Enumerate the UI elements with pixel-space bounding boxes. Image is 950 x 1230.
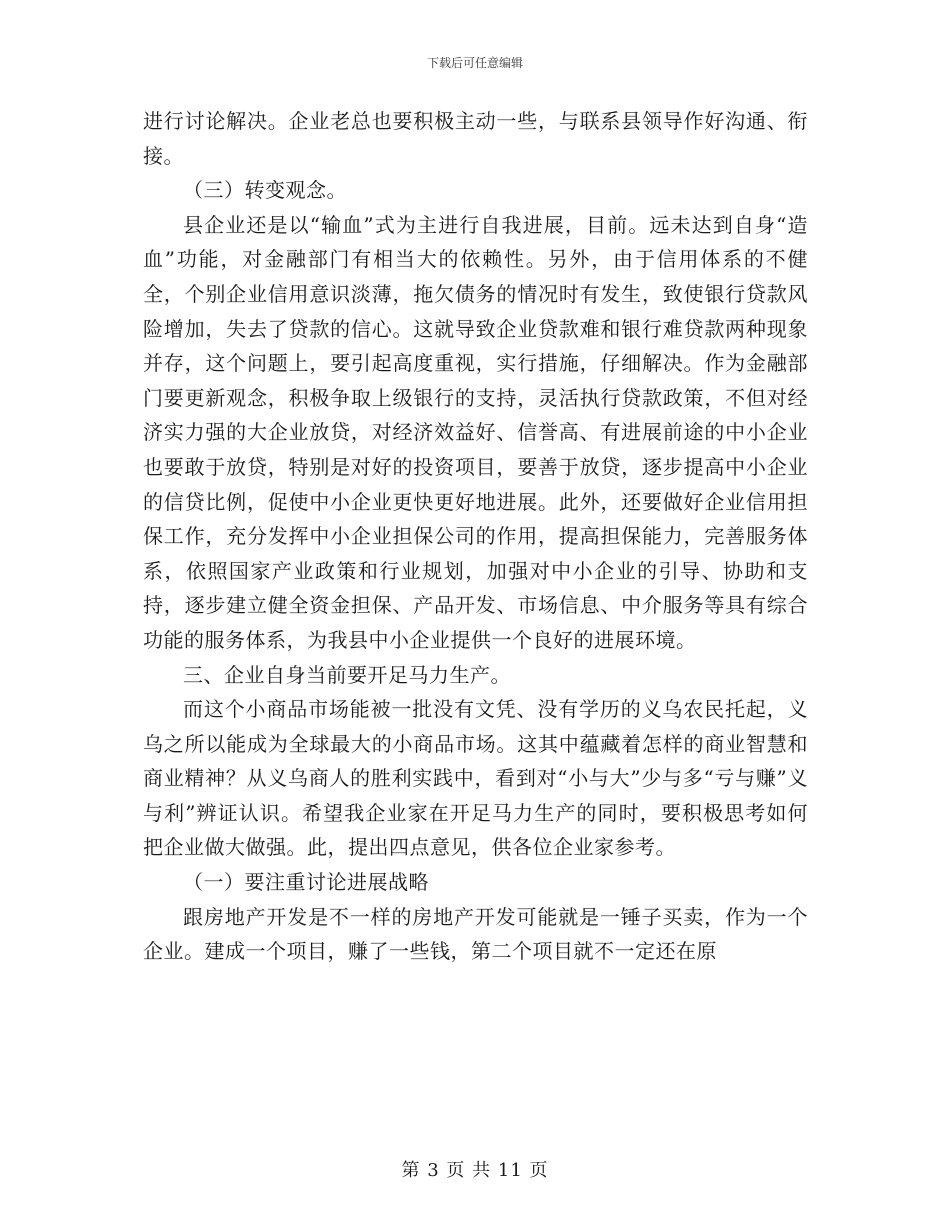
header-note: 下载后可任意编辑	[426, 56, 523, 70]
footer-suffix: 页	[529, 1160, 549, 1181]
current-page-number: 3	[427, 1160, 440, 1181]
section-heading: （三）转变观念。	[183, 178, 347, 203]
paragraph: 而这个小商品市场能被一批没有文凭、没有学历的义乌农民托起，义乌之所以能成为全球最大的小商品市场。这其中蕴藏着怎样的商业智慧和商业精神？从义乌商人的胜利实践中，看到对“小与大”少与多“亏与赚”义与利”辨证认识。希望我企业家在开足马力生产的同时，要积极思考如何把企业做大做强。此，提出四点意见，供各位企业家参考。	[143, 697, 808, 860]
paragraph: 进行讨论解决。企业老总也要积极主动一些，与联系县领导作好沟通、衔接。	[143, 109, 808, 168]
paragraph: 县企业还是以“输血”式为主进行自我进展，目前。远未达到自身“造血”功能，对金融部门有相当大的依赖性。另外，由于信用体系的不健全，个别企业信用意识淡薄，拖欠债务的情况时有发生，致使银行贷款风险增加，失去了贷款的信心。这就导致企业贷款难和银行难贷款两种现象并存，这个问题上，要引起高度重视，实行措施，仔细解决。作为金融部门要更新观念，积极争取上级银行的支持，灵活执行贷款政策，不但对经济实力强的大企业放贷，对经济效益好、信誉高、有进展前途的中小企业也要敢于放贷，特别是对好的投资项目，要善于放贷，逐步提高中小企业的信贷比例，促使中小企业更快更好地进展。此外，还要做好企业信用担保工作，充分发挥中小企业担保公司的作用，提高担保能力，完善服务体系，依照国家产业政策和行业规划，加强对中小企业的引导、协助和支持，逐步建立健全资金担保、产品开发、市场信息、中介服务等具有综合功能的服务体系，为我县中小企业提供一个良好的进展环境。	[143, 212, 808, 652]
page-footer	[0, 1156, 950, 1182]
total-page-count: 11	[497, 1160, 523, 1181]
section-heading: （一）要注重讨论进展战略	[183, 870, 429, 895]
paragraph: 跟房地产开发是不一样的房地产开发可能就是一锤子买卖，作为一个企业。建成一个项目，赚了一些钱，第二个项目就不一定还在原	[143, 904, 808, 964]
document-body	[143, 104, 808, 969]
footer-middle: 页 共	[446, 1160, 492, 1181]
section-heading: 三、企业自身当前要开足马力生产。	[183, 662, 511, 687]
footer-prefix: 第	[401, 1160, 421, 1181]
